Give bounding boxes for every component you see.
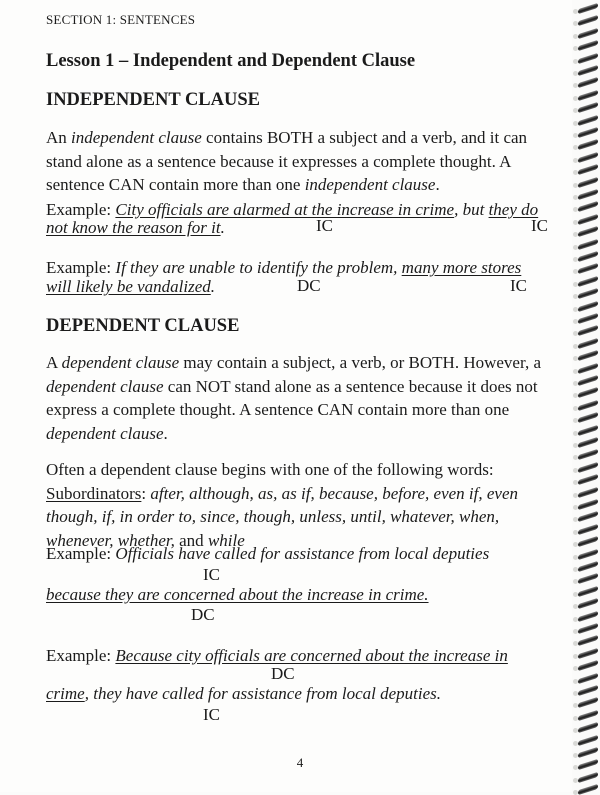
binding-coil	[578, 548, 598, 559]
binding-coil	[578, 536, 598, 547]
binding-coil	[578, 28, 598, 39]
binding-coil	[578, 474, 598, 485]
binding-coil	[578, 189, 598, 200]
binding-coil	[578, 251, 598, 262]
binding-coil	[578, 697, 598, 708]
binding-coil	[578, 201, 598, 212]
binding-coil	[578, 114, 598, 125]
dependent-definition-line-1: A dependent clause may contain a subject, a verb, or BOTH. However, a	[46, 353, 542, 372]
example-2-line-2: will likely be vandalized.	[46, 277, 216, 296]
binding-coil	[578, 660, 598, 671]
binding-coil	[578, 375, 598, 386]
binding-coil	[578, 747, 598, 758]
binding-coil	[578, 226, 598, 237]
binding-coil	[578, 238, 598, 249]
example-4-line-1: Example: Because city officials are concerned about the increase in	[46, 646, 508, 665]
binding-coil	[578, 511, 598, 522]
binding-coil	[578, 734, 598, 745]
binding-coil	[578, 387, 598, 398]
example-1-line-1: Example: City officials are alarmed at the increase in crime, but they do	[46, 200, 539, 219]
binding-coil	[578, 15, 598, 26]
binding-coil	[578, 152, 598, 163]
binding-coil	[578, 313, 598, 324]
binding-coil	[578, 586, 598, 597]
independent-definition-line-2: stand alone as a sentence because it expresses a complete thought. A	[46, 151, 512, 171]
binding-coil	[578, 288, 598, 299]
binding-coil	[578, 3, 598, 14]
binding-coil	[578, 573, 598, 584]
binding-coil	[578, 65, 598, 76]
subordinators-line-2: though, if, in order to, since, though, unless, until, whatever, when,	[46, 507, 500, 526]
binding-coil	[578, 635, 598, 646]
binding-coil	[578, 710, 598, 721]
example-3-line-2: because they are concerned about the increase in crime.	[46, 585, 429, 604]
example-4-tag-dc: DC	[271, 664, 295, 683]
example-2-tag-dc: DC	[297, 276, 321, 295]
binding-coil	[578, 772, 598, 783]
example-2-line-1: Example: If they are unable to identify the problem, many more stores	[46, 258, 522, 277]
binding-coil	[578, 561, 598, 572]
binding-coil	[578, 462, 598, 473]
independent-clause-heading: INDEPENDENT CLAUSE	[46, 90, 260, 110]
binding-coil	[578, 276, 598, 287]
binding-coil	[578, 102, 598, 113]
dependent-clause-heading: DEPENDENT CLAUSE	[46, 316, 240, 336]
example-3-tag-ic: IC	[203, 565, 220, 584]
binding-coil	[578, 722, 598, 733]
subordinators-intro: Often a dependent clause begins with one of the following words:	[46, 460, 494, 479]
independent-definition-line-3: sentence CAN contain more than one independent clause.	[46, 175, 440, 194]
binding-coil	[578, 52, 598, 63]
binding-coil	[578, 598, 598, 609]
spiral-binding	[572, 0, 600, 792]
example-1-line-2: not know the reason for it.	[46, 218, 225, 237]
binding-coil	[578, 784, 598, 795]
binding-coil	[578, 300, 598, 311]
example-1-tag-ic-2: IC	[531, 216, 548, 235]
example-4-tag-ic: IC	[203, 705, 220, 724]
binding-coil	[578, 449, 598, 460]
binding-coil	[578, 759, 598, 770]
example-1-tag-ic-1: IC	[316, 216, 333, 235]
lesson-title: Lesson 1 – Independent and Dependent Clause	[46, 51, 416, 71]
example-3-line-1: Example: Officials have called for assistance from local deputies	[46, 544, 490, 563]
subordinators-line-3: whenever, whether, and while	[46, 530, 245, 550]
binding-coil	[578, 424, 598, 435]
binding-coil	[578, 524, 598, 535]
independent-definition-line-1: An independent clause contains BOTH a subject and a verb, and it can	[46, 128, 528, 147]
binding-coil	[578, 499, 598, 510]
binding-coil	[578, 338, 598, 349]
binding-coil	[578, 164, 598, 175]
example-4-line-2: crime, they have called for assistance from local deputies.	[46, 684, 442, 703]
binding-coil	[578, 325, 598, 336]
dependent-definition-line-3: express a complete thought. A sentence CAN contain more than one	[46, 400, 510, 419]
binding-coil	[578, 362, 598, 373]
binding-coil	[578, 263, 598, 274]
page-number: 4	[296, 755, 304, 770]
binding-coil	[578, 648, 598, 659]
binding-coil	[578, 40, 598, 51]
binding-coil	[578, 127, 598, 138]
binding-coil	[578, 90, 598, 101]
binding-coil	[578, 77, 598, 88]
binding-coil	[578, 623, 598, 634]
section-header: SECTION 1: SENTENCES	[46, 12, 196, 27]
binding-coil	[578, 176, 598, 187]
example-3-tag-dc: DC	[191, 605, 215, 624]
subordinators-line-1: Subordinators: after, although, as, as if, because, before, even if, even	[46, 483, 518, 503]
binding-coil	[578, 214, 598, 225]
example-2-tag-ic: IC	[510, 276, 527, 295]
binding-coil	[578, 139, 598, 150]
binding-coil	[578, 350, 598, 361]
binding-coil	[578, 486, 598, 497]
binding-coil	[578, 685, 598, 696]
binding-coil	[578, 400, 598, 411]
dependent-definition-line-4: dependent clause.	[46, 423, 168, 443]
binding-coil	[578, 672, 598, 683]
dependent-definition-line-2: dependent clause can NOT stand alone as a sentence because it does not	[46, 376, 538, 396]
binding-coil	[578, 412, 598, 423]
binding-coil	[578, 437, 598, 448]
binding-coil	[578, 610, 598, 621]
